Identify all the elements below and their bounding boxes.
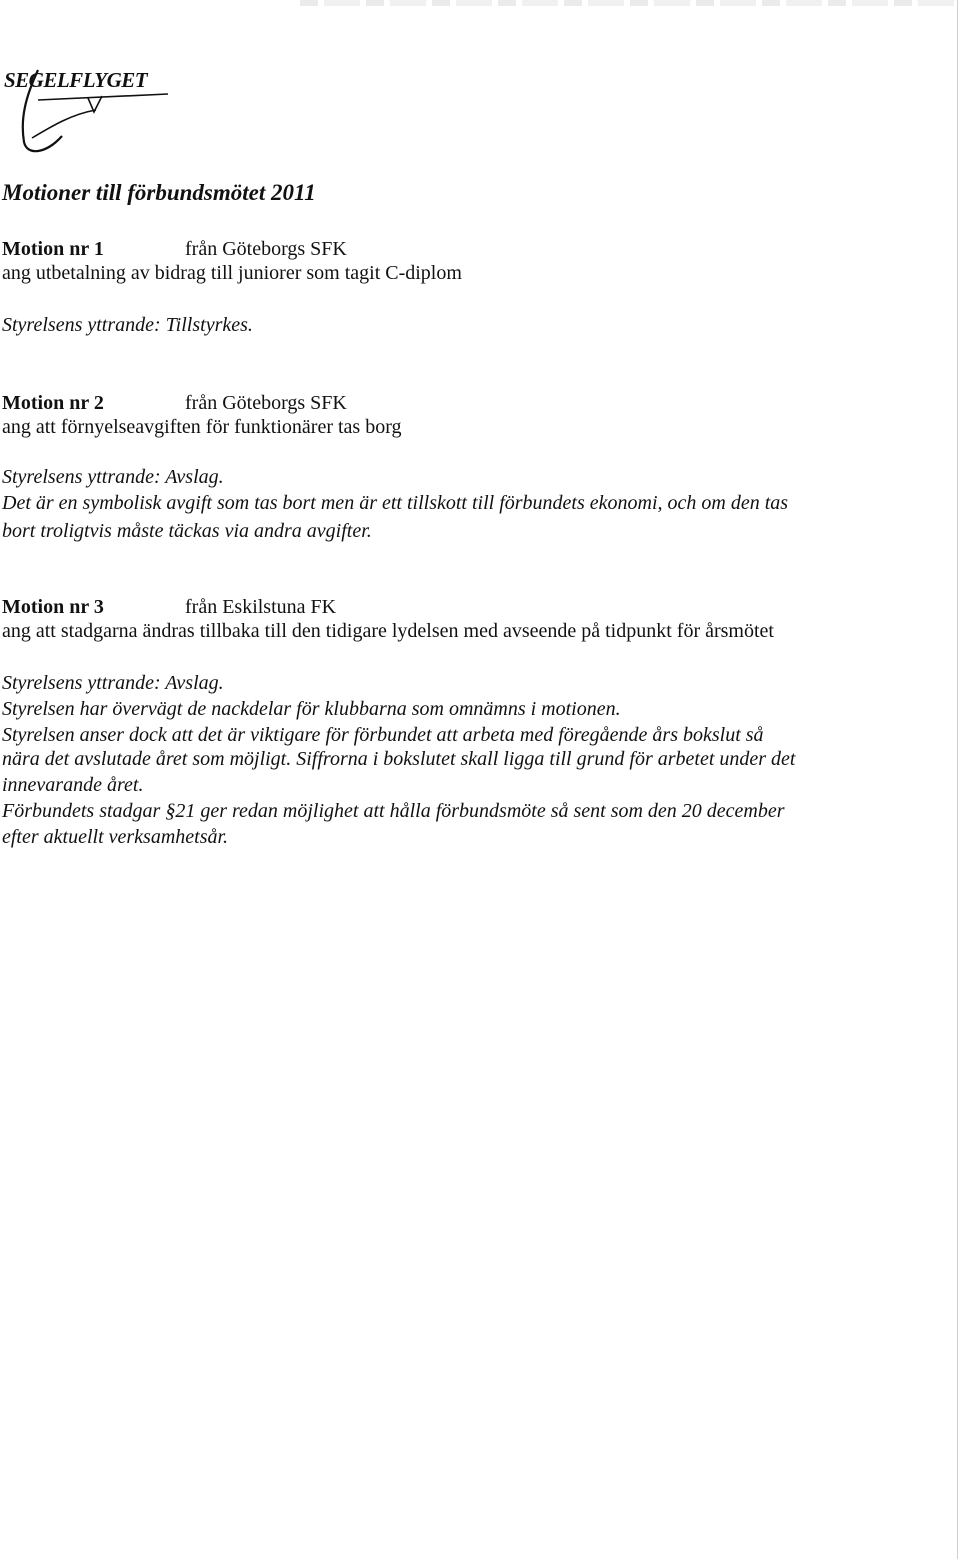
motion-1-heading — [2, 238, 347, 261]
segelflyget-logo — [2, 66, 172, 156]
motion-2-label: Motion nr 2 — [2, 392, 104, 414]
motion-3-statement-line: Styrelsens yttrande: Avslag. — [2, 672, 224, 694]
motion-2-statement-line: Det är en symbolisk avgift som tas bort men är ett tillskott till förbundets ekonomi, och om den tas — [2, 492, 789, 514]
motion-3-statement-line: Förbundets stadgar §21 ger redan möjlighet att hålla förbundsmöte så sent som den 20 december — [2, 800, 785, 822]
motion-3-from: från Eskilstuna FK — [185, 596, 337, 618]
motion-2-subject: ang att förnyelseavgiften för funktionärer tas borg — [2, 416, 402, 438]
motion-3-label: Motion nr 3 — [2, 596, 104, 618]
motion-3-statement-line: nära det avslutade året som möjligt. Siffrorna i bokslutet skall ligga till grund för arbetet under det — [2, 748, 796, 770]
motion-3-heading — [2, 596, 336, 619]
scan-edge-top — [300, 0, 960, 6]
motion-2-statement-line: Styrelsens yttrande: Avslag. — [2, 466, 224, 488]
motion-1-statement-line: Styrelsens yttrande: Tillstyrkes. — [2, 314, 253, 336]
motion-3-statement-line: Styrelsen har övervägt de nackdelar för klubbarna som omnämns i motionen. — [2, 698, 621, 720]
motion-3-subject: ang att stadgarna ändras tillbaka till den tidigare lydelsen med avseende på tidpunkt för årsmötet — [2, 620, 774, 642]
motion-1-label: Motion nr 1 — [2, 238, 104, 260]
scan-edge-right — [957, 0, 958, 1559]
motion-2-from: från Göteborgs SFK — [185, 392, 347, 414]
logo-text: SEGELFLYGET — [4, 68, 148, 92]
motion-1-from: från Göteborgs SFK — [185, 238, 347, 260]
motion-3-statement-line: efter aktuellt verksamhetsår. — [2, 826, 229, 848]
motion-2-statement-line: bort troligtvis måste täckas via andra avgifter. — [2, 520, 372, 542]
page-title: Motioner till förbundsmötet 2011 — [2, 180, 316, 205]
motion-1-subject: ang utbetalning av bidrag till juniorer som tagit C-diplom — [2, 262, 462, 284]
motion-2-heading — [2, 392, 347, 415]
motion-3-statement-line: Styrelsen anser dock att det är viktigare för förbundet att arbeta med föregående års bokslut så — [2, 724, 764, 746]
motion-3-statement-line: innevarande året. — [2, 774, 144, 796]
